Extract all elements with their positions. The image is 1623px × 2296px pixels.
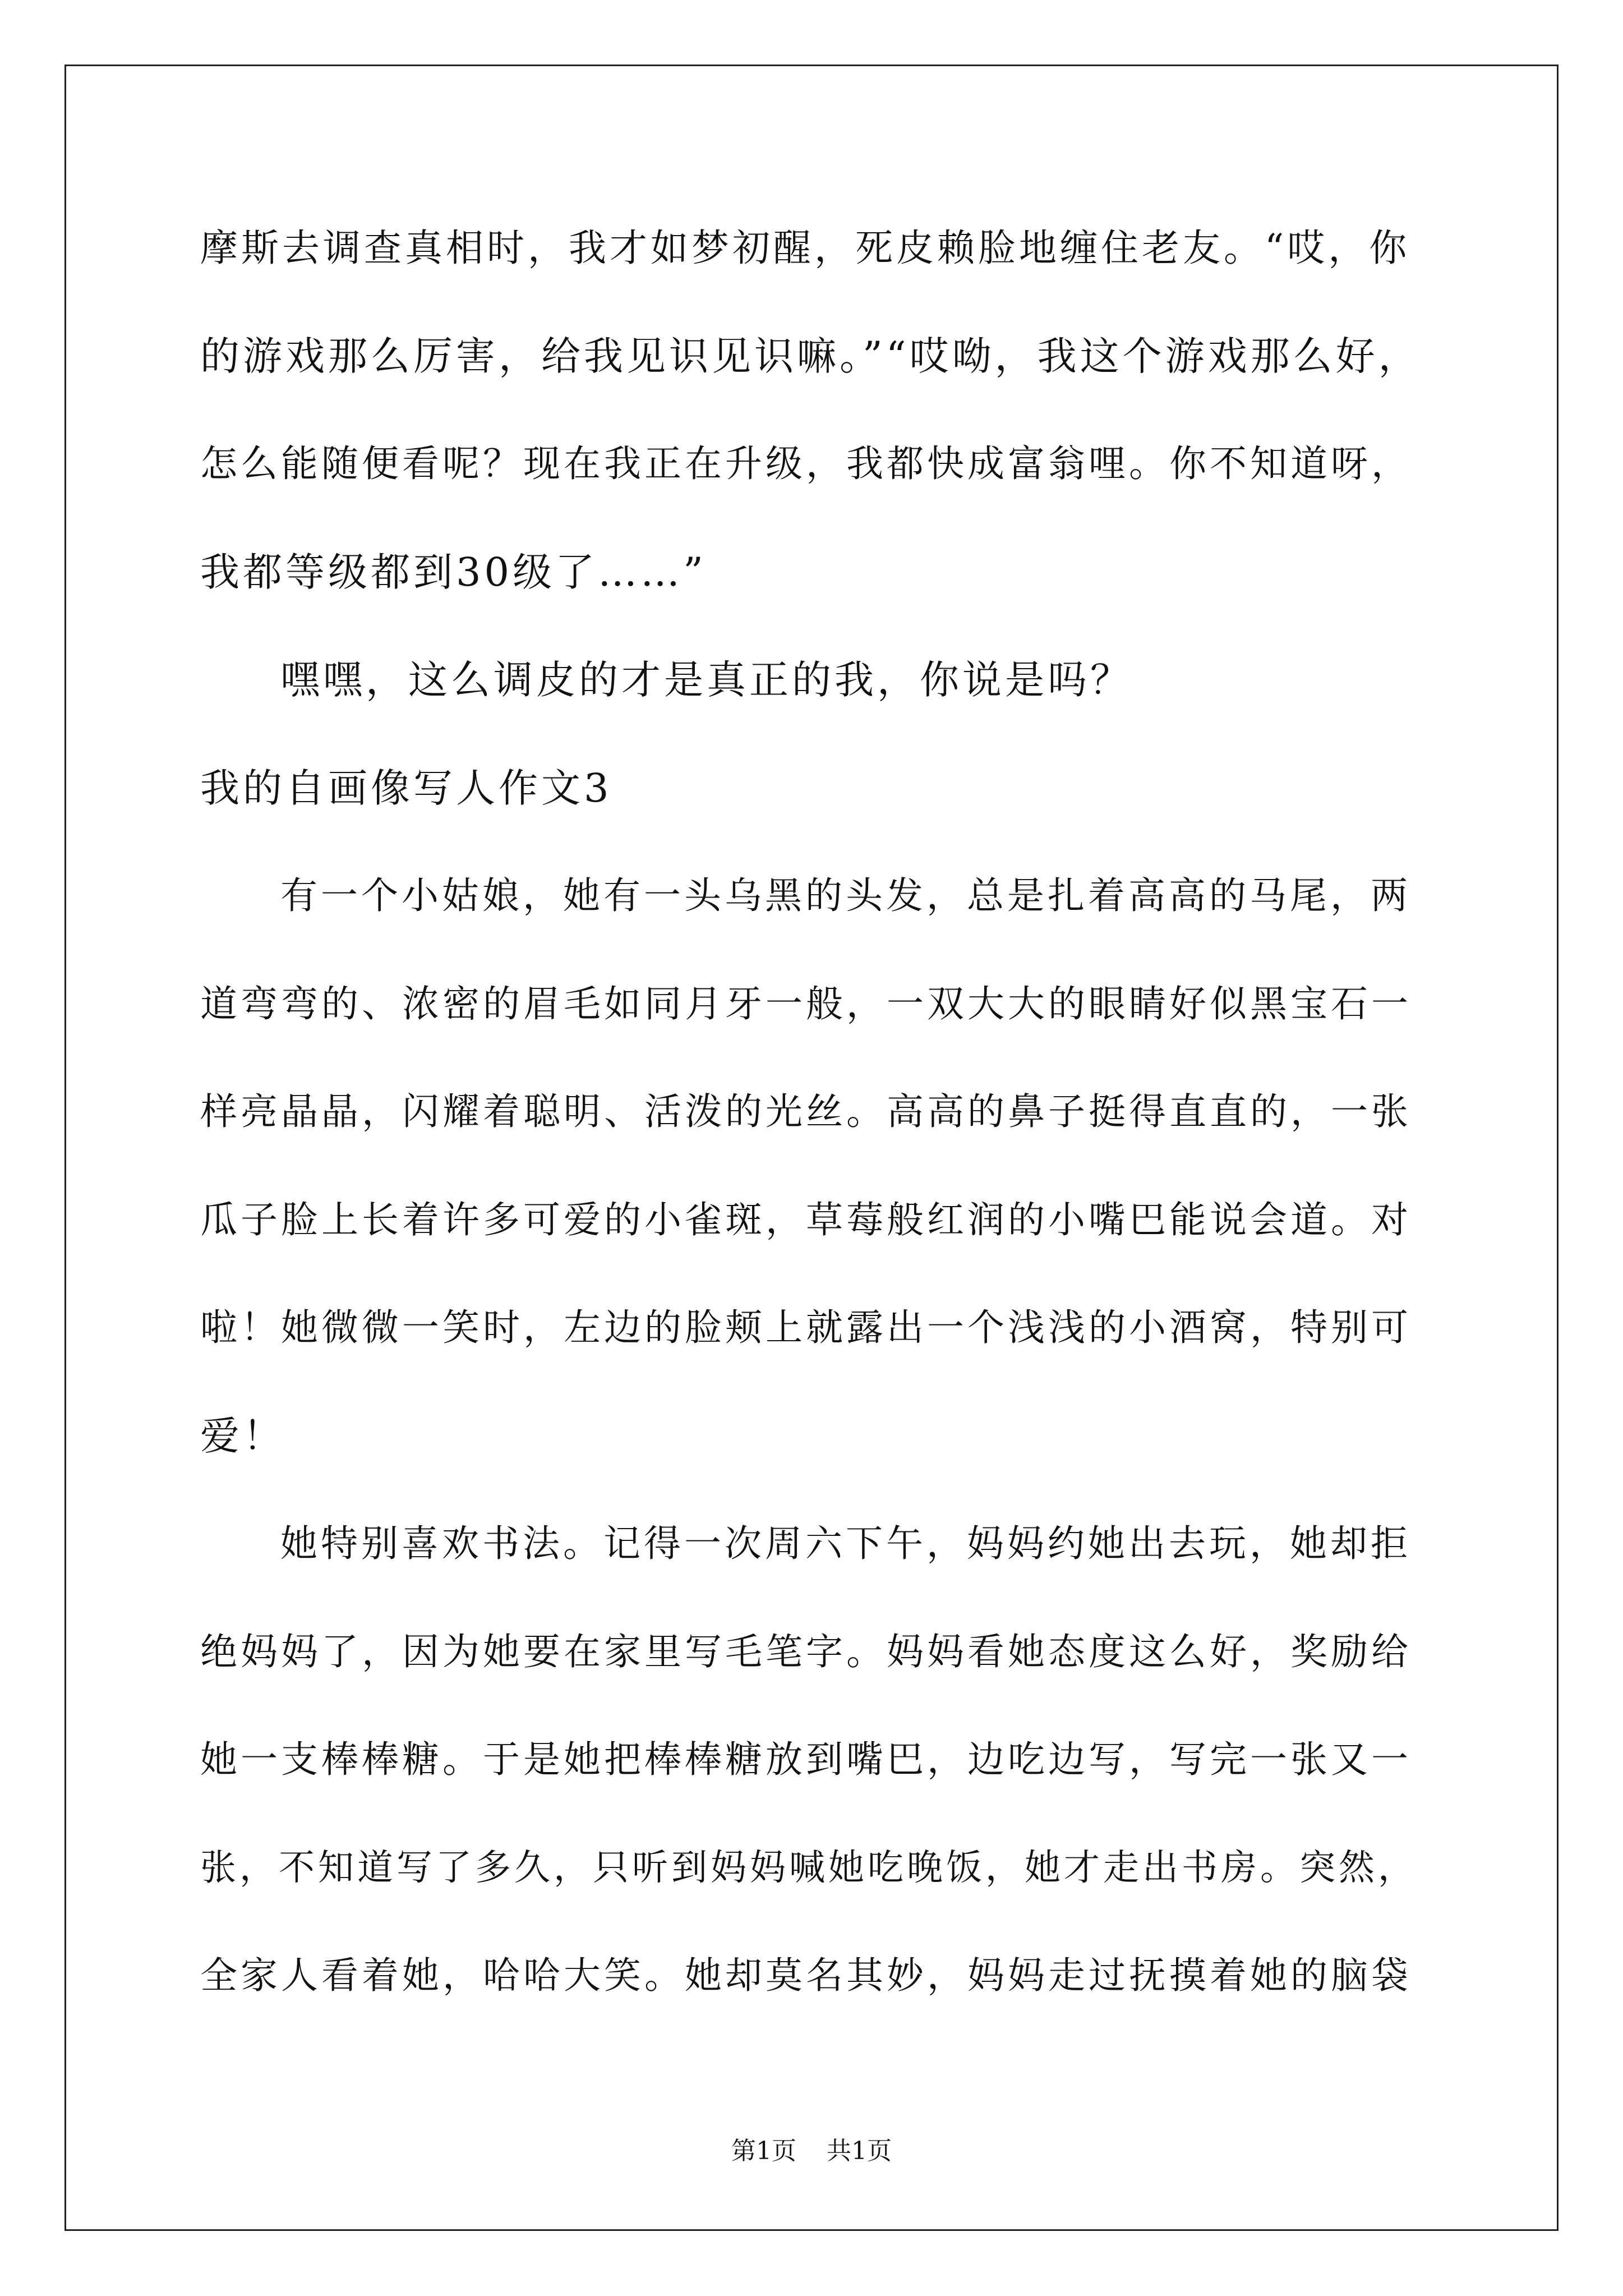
text-line: 怎么能随便看呢？现在我正在升级，我都快成富翁哩。你不知道呀， — [200, 442, 1412, 485]
text-line: 绝妈妈了，因为她要在家里写毛笔字。妈妈看她态度这么好，奖励给 — [200, 1630, 1412, 1673]
text-line: 瓜子脸上长着许多可爱的小雀斑，草莓般红润的小嘴巴能说会道。对 — [200, 1198, 1412, 1241]
page-border — [64, 65, 1559, 2231]
text-line: 爱！ — [200, 1413, 285, 1459]
text-line: 啦！她微微一笑时，左边的脸颊上就露出一个浅浅的小酒窝，特别可 — [200, 1306, 1412, 1349]
text-line: 张，不知道写了多久，只听到妈妈喊她吃晚饭，她才走出书房。突然， — [200, 1847, 1417, 1889]
section-heading: 我的自画像写人作文3 — [200, 765, 612, 811]
page-total: 共1页 — [827, 2137, 892, 2165]
text-line: 她一支棒棒糖。于是她把棒棒糖放到嘴巴，边吃边写，写完一张又一 — [200, 1738, 1412, 1781]
text-line: 全家人看着她，哈哈大笑。她却莫名其妙，妈妈走过抚摸着她的脑袋 — [200, 1954, 1412, 1997]
paragraph-line: 嘿嘿，这么调皮的才是真正的我，你说是吗？ — [280, 657, 1133, 703]
text-line: 我都等级都到30级了……” — [200, 549, 707, 595]
page-footer — [0, 2134, 1623, 2168]
text-line: 的游戏那么厉害，给我见识见识嘛。”“哎呦，我这个游戏那么好， — [200, 333, 1421, 379]
text-line: 摩斯去调查真相时，我才如梦初醒，死皮赖脸地缠住老友。“哎，你 — [200, 226, 1410, 270]
text-line: 样亮晶晶，闪耀着聪明、活泼的光丝。高高的鼻子挺得直直的，一张 — [200, 1090, 1412, 1133]
paragraph-line: 她特别喜欢书法。记得一次周六下午，妈妈约她出去玩，她却拒 — [280, 1522, 1411, 1565]
paragraph-line: 有一个小姑娘，她有一头乌黑的头发，总是扎着高高的马尾，两 — [280, 874, 1411, 917]
text-line: 道弯弯的、浓密的眉毛如同月牙一般，一双大大的眼睛好似黑宝石一 — [200, 982, 1412, 1025]
page-number: 第1页 — [731, 2137, 796, 2165]
